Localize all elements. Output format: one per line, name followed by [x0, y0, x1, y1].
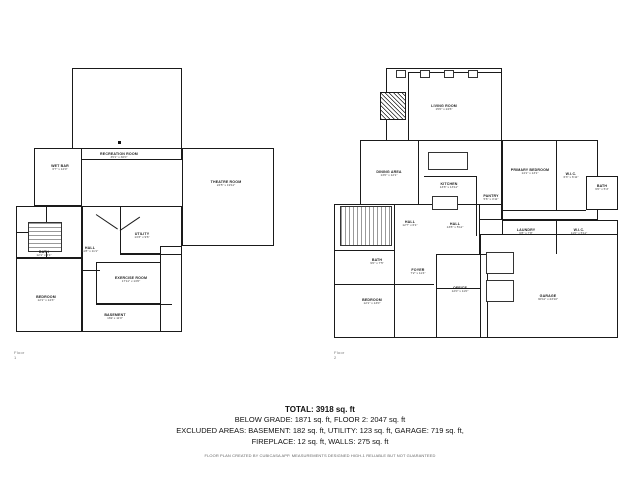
room-bath: BATH 12'1" x 6'1" [36, 250, 52, 258]
floor1-theatre-shell [182, 148, 274, 246]
room-living-room: LIVING ROOM 15'0" x 24'6" [431, 104, 457, 112]
floor2-kitchen-island [428, 152, 468, 170]
room-bath-primary: BATH 6'0" x 5'4" [595, 184, 609, 192]
floor1-stairs [28, 222, 62, 252]
floor1-wetbar-shell [34, 148, 82, 206]
floor2-partition-2 [418, 140, 419, 204]
room-garage: GARAGE 30'11" x 23'10" [537, 294, 559, 302]
floor1-east-strip [160, 246, 182, 332]
floor2-partition-5 [502, 210, 586, 211]
floor2-garage-step-2 [486, 280, 514, 302]
floor2-partition-11 [436, 254, 437, 338]
room-bath-secondary: BATH 9'0" x 7'5" [370, 258, 384, 266]
room-bedroom-floor2: BEDROOM 12'1" x 13'0" [362, 298, 382, 306]
below-grade-line: BELOW GRADE: 1871 sq. ft, FLOOR 2: 2047 sq. ft [234, 415, 406, 424]
floor2-bath-shell [586, 176, 618, 210]
room-office: OFFICE 12'0" x 11'0" [451, 286, 469, 294]
total-area: TOTAL: 3918 sq. ft [285, 405, 355, 414]
room-bedroom-floor1: BEDROOM 12'1" x 14'3" [36, 295, 56, 303]
disclaimer-text: FLOOR PLAN CREATED BY CUBICASA APP. MEASUREMENTS DESIGNED HIGH-1 RELIABLE BUT NOT GUARANTEED [204, 452, 436, 458]
floor2-partition-13 [480, 234, 481, 338]
floor1-partition-2 [82, 206, 182, 207]
room-foyer: FOYER 7'2" x 11'4" [410, 268, 426, 276]
floor1-rec-room-shell [72, 68, 182, 160]
room-wic-secondary: W.I.C. 11'0" x 5'11" [570, 228, 588, 236]
floor1-partition-1 [82, 148, 182, 149]
room-utility: UTILITY 13'3" x 9'6" [134, 232, 150, 240]
floor1-fireplace-marker [118, 141, 121, 144]
excluded-areas-line: EXCLUDED AREAS: BASEMENT: 182 sq. ft, UTILITY: 123 sq. ft, GARAGE: 719 sq. ft, [176, 425, 464, 435]
room-recreation-room: RECREATION ROOM 35'1" x 30'0" [100, 152, 138, 160]
room-pantry: PANTRY 5'6" x 4'11" [483, 194, 499, 202]
floor-2-label: Floor 2 [334, 350, 345, 360]
floor-1-label: Floor 1 [14, 350, 25, 360]
floor2-window-block-3 [444, 70, 454, 78]
room-primary-bedroom: PRIMARY BEDROOM 14'1" x 13'1" [510, 168, 550, 176]
floor2-window-block-2 [420, 70, 430, 78]
room-hall-west: HALL 12'7" x 6'1" [402, 220, 418, 228]
floor2-window-block-4 [468, 70, 478, 78]
room-laundry: LAUNDRY 6'8" x 7'8" [516, 228, 536, 236]
room-hall-east: HALL 13'8" x 5'11" [446, 222, 464, 230]
floor2-partition-8 [334, 250, 394, 251]
floor2-window-block-1 [396, 70, 406, 78]
summary-footer [0, 405, 640, 458]
room-dining-area: DINING AREA 13'0" x 12'1" [376, 170, 402, 178]
floor1-partition-5 [82, 270, 100, 271]
floor2-garage-step [486, 252, 514, 274]
fireplace-walls-line: FIREPLACE: 12 sq. ft, WALLS: 275 sq. ft [251, 436, 389, 446]
room-kitchen: KITCHEN 13'8" x 13'11" [439, 182, 459, 190]
floor2-counter [432, 196, 458, 210]
floor1-partition-7 [120, 254, 182, 255]
floor2-partition-9 [334, 284, 434, 285]
floor2-fireplace-hatch [380, 92, 406, 120]
room-exercise-room: EXERCISE ROOM 17'11" x 13'0" [114, 276, 148, 284]
room-wet-bar: WET BAR 6'7" x 12'0" [51, 164, 69, 172]
room-hall-floor1: HALL 11'8" x 11'1" [81, 246, 99, 254]
floor2-stairs [340, 206, 392, 246]
floor2-partition-4 [424, 176, 476, 177]
floor1-partition-6 [96, 304, 172, 305]
room-theatre-room: THEATRE ROOM 24'5" x 19'11" [210, 180, 242, 188]
room-wic-primary: W.I.C. 6'3" x 6'11" [563, 172, 579, 180]
room-basement: BASEMENT 169' x 11'0" [104, 313, 126, 321]
floor2-partition-3 [476, 176, 477, 236]
floor2-partition-7 [556, 220, 557, 254]
